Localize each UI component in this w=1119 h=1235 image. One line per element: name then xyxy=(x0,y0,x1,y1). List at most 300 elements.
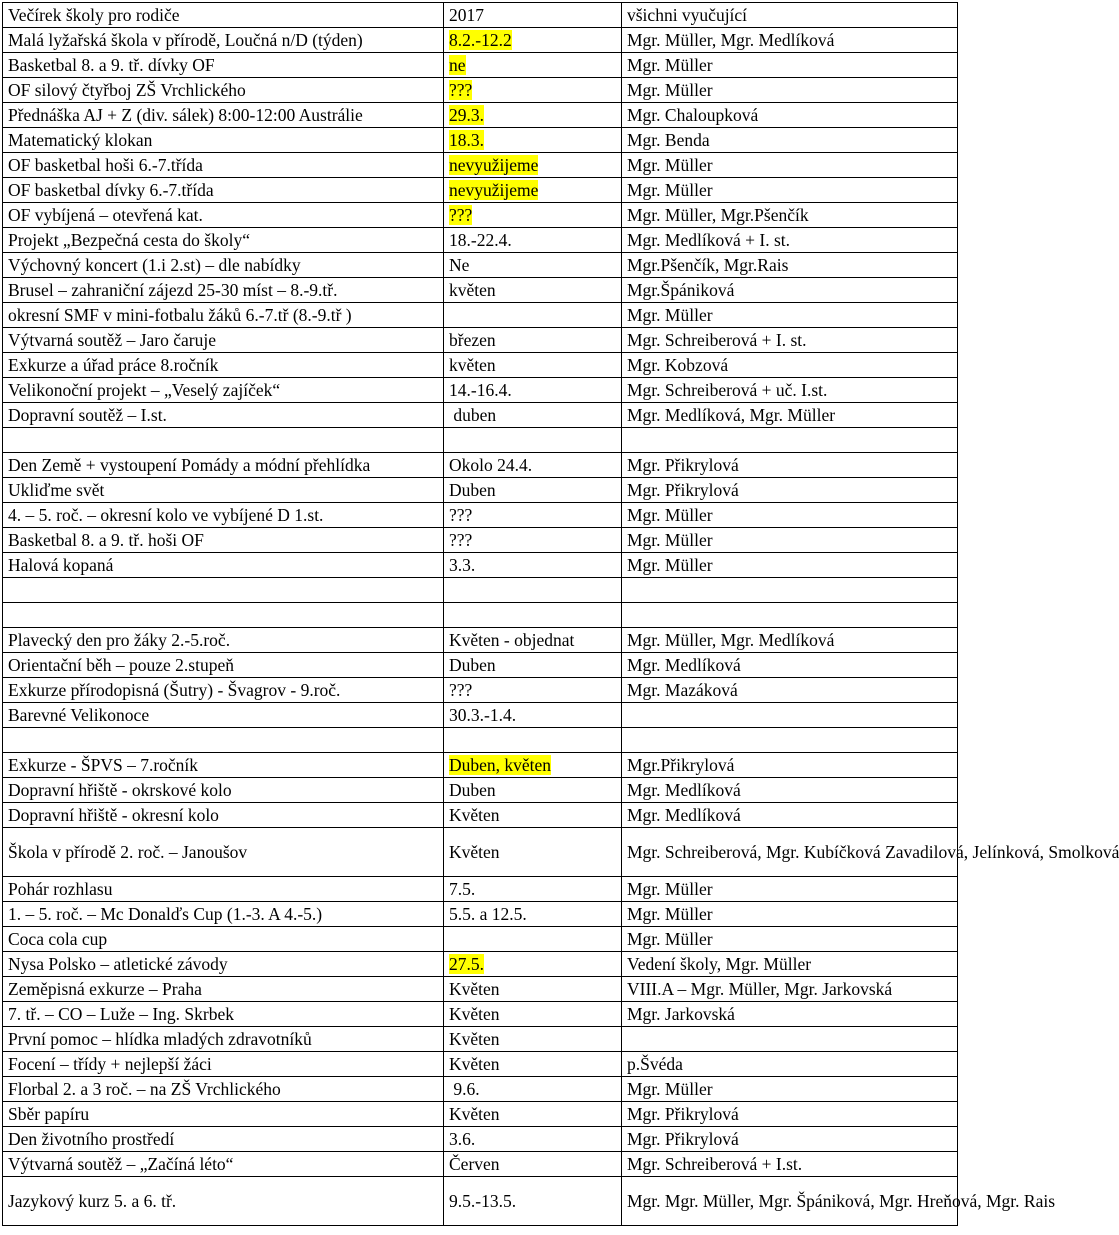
event-organizer-cell xyxy=(622,877,958,902)
event-organizer-cell xyxy=(622,728,958,753)
event-organizer: Mgr. Müller, Mgr.Pšenčík xyxy=(627,205,809,225)
table-row xyxy=(3,1177,958,1226)
event-date-cell xyxy=(444,103,622,128)
event-name: 7. tř. – CO – Luže – Ing. Skrbek xyxy=(8,1004,235,1024)
event-name-cell xyxy=(3,378,444,403)
table-row xyxy=(3,1052,958,1077)
event-name: OF silový čtyřboj ZŠ Vrchlického xyxy=(8,80,246,100)
event-organizer: Mgr.Špániková xyxy=(627,280,735,300)
event-organizer-cell xyxy=(622,1177,1056,1226)
event-organizer: Mgr. Müller xyxy=(627,180,713,200)
event-name-cell xyxy=(3,78,444,103)
event-organizer-cell xyxy=(622,528,958,553)
event-organizer: Mgr. Müller xyxy=(627,1079,713,1099)
event-name-cell xyxy=(3,628,444,653)
event-organizer-cell xyxy=(622,478,958,503)
event-date-cell xyxy=(444,53,622,78)
event-name: OF vybíjená – otevřená kat. xyxy=(8,205,203,225)
event-name-cell xyxy=(3,303,444,328)
event-name-cell xyxy=(3,653,444,678)
event-name-cell xyxy=(3,203,444,228)
table-row xyxy=(3,203,958,228)
event-organizer: Mgr. Müller, Mgr. Medlíková xyxy=(627,30,835,50)
table-row xyxy=(3,28,958,53)
event-organizer: Mgr. Müller xyxy=(627,305,713,325)
event-name: Velikonoční projekt – „Veselý zajíček“ xyxy=(8,380,281,400)
event-date: Duben, květen xyxy=(449,755,552,775)
table-row xyxy=(3,328,958,353)
event-name: Pohár rozhlasu xyxy=(8,879,113,899)
event-organizer-cell xyxy=(622,977,958,1002)
event-name: Večírek školy pro rodiče xyxy=(8,5,180,25)
event-date: Červen xyxy=(449,1154,500,1174)
event-date-cell xyxy=(444,178,622,203)
event-date-cell xyxy=(444,1152,622,1177)
table-row xyxy=(3,753,958,778)
event-organizer-cell xyxy=(622,803,958,828)
event-name: OF basketbal dívky 6.-7.třída xyxy=(8,180,214,200)
table-row xyxy=(3,53,958,78)
table-row xyxy=(3,403,958,428)
event-organizer-cell xyxy=(622,278,958,303)
event-name-cell xyxy=(3,103,444,128)
event-name-cell xyxy=(3,877,444,902)
event-date-cell xyxy=(444,778,622,803)
event-organizer: Mgr. Kobzová xyxy=(627,355,729,375)
event-organizer: Mgr. Chaloupková xyxy=(627,105,759,125)
event-organizer-cell xyxy=(622,228,958,253)
table-row xyxy=(3,628,958,653)
event-organizer-cell xyxy=(622,703,958,728)
event-organizer: Mgr. Medlíková xyxy=(627,805,741,825)
event-date: 14.-16.4. xyxy=(449,380,512,400)
event-date: Květen xyxy=(449,979,500,999)
event-name-cell xyxy=(3,328,444,353)
event-organizer: Vedení školy, Mgr. Müller xyxy=(627,954,812,974)
event-organizer-cell xyxy=(622,952,958,977)
event-organizer-cell xyxy=(622,753,958,778)
event-date-cell xyxy=(444,927,622,952)
event-organizer-cell xyxy=(622,1077,958,1102)
event-organizer: Mgr. Přikrylová xyxy=(627,480,739,500)
event-organizer: Mgr. Müller xyxy=(627,904,713,924)
document-page xyxy=(2,2,1119,1226)
event-date: 3.3. xyxy=(449,555,476,575)
event-organizer: Mgr. Müller xyxy=(627,530,713,550)
event-name: Výtvarná soutěž – Jaro čaruje xyxy=(8,330,216,350)
event-date: Květen - objednat xyxy=(449,630,575,650)
event-organizer-cell xyxy=(622,678,958,703)
event-date: Ne xyxy=(449,255,470,275)
event-date: duben xyxy=(449,405,497,425)
event-date: 7.5. xyxy=(449,879,476,899)
event-date: 9.5.-13.5. xyxy=(449,1191,517,1211)
table-row xyxy=(3,378,958,403)
event-date: 29.3. xyxy=(449,105,484,125)
event-date-cell xyxy=(444,952,622,977)
event-name-cell xyxy=(3,28,444,53)
event-date-cell xyxy=(444,653,622,678)
table-row xyxy=(3,353,958,378)
event-name-cell xyxy=(3,128,444,153)
table-row xyxy=(3,703,958,728)
event-name-cell xyxy=(3,178,444,203)
event-organizer: Mgr. Müller xyxy=(627,80,713,100)
event-name: Výchovný koncert (1.i 2.st) – dle nabídky xyxy=(8,255,301,275)
event-organizer-cell xyxy=(622,153,958,178)
event-name: 4. – 5. roč. – okresní kolo ve vybíjené D 1.st. xyxy=(8,505,324,525)
table-row xyxy=(3,728,958,753)
event-name-cell xyxy=(3,927,444,952)
table-row xyxy=(3,1027,958,1052)
event-name: Orientační běh – pouze 2.stupeň xyxy=(8,655,234,675)
table-row xyxy=(3,1102,958,1127)
table-row xyxy=(3,678,958,703)
table-row xyxy=(3,553,958,578)
event-name: Sběr papíru xyxy=(8,1104,90,1124)
event-name: Den Země + vystoupení Pomády a módní přehlídka xyxy=(8,455,371,475)
events-table-body xyxy=(3,3,1119,1226)
event-organizer: Mgr.Pšenčík, Mgr.Rais xyxy=(627,255,789,275)
event-name: Den životního prostředí xyxy=(8,1129,175,1149)
event-name-cell xyxy=(3,902,444,927)
table-row xyxy=(3,902,958,927)
event-name-cell xyxy=(3,278,444,303)
table-row xyxy=(3,3,958,28)
event-date-cell xyxy=(444,1077,622,1102)
event-name-cell xyxy=(3,228,444,253)
table-row xyxy=(3,952,958,977)
event-name-cell xyxy=(3,553,444,578)
event-date: ??? xyxy=(449,205,473,225)
event-date: Okolo 24.4. xyxy=(449,455,533,475)
event-organizer: Mgr. Medlíková, Mgr. Müller xyxy=(627,405,836,425)
event-name: První pomoc – hlídka mladých zdravotníků xyxy=(8,1029,312,1049)
event-name: Brusel – zahraniční zájezd 25-30 míst – 8.-9.tř. xyxy=(8,280,338,300)
event-date: březen xyxy=(449,330,496,350)
event-date: 8.2.-12.2 xyxy=(449,30,512,50)
events-table xyxy=(2,2,1119,1226)
event-name: Exkurze přírodopisná (Šutry) - Švagrov - 9.roč. xyxy=(8,680,341,700)
event-name: Halová kopaná xyxy=(8,555,114,575)
event-date-cell xyxy=(444,828,622,877)
table-row xyxy=(3,78,958,103)
event-organizer-cell xyxy=(622,378,958,403)
table-row xyxy=(3,778,958,803)
event-name-cell xyxy=(3,977,444,1002)
event-organizer: Mgr. Medlíková xyxy=(627,780,741,800)
table-row xyxy=(3,877,958,902)
event-name: Přednáška AJ + Z (div. sálek) 8:00-12:00 Austrálie xyxy=(8,105,363,125)
event-date-cell xyxy=(444,877,622,902)
event-organizer: Mgr. Přikrylová xyxy=(627,1104,739,1124)
event-organizer: Mgr. Schreiberová + I. st. xyxy=(627,330,807,350)
event-date-cell xyxy=(444,1027,622,1052)
event-date-cell xyxy=(444,503,622,528)
event-date-cell xyxy=(444,353,622,378)
event-name: Plavecký den pro žáky 2.-5.roč. xyxy=(8,630,231,650)
table-row xyxy=(3,803,958,828)
table-row xyxy=(3,278,958,303)
event-date-cell xyxy=(444,153,622,178)
event-date: Květen xyxy=(449,1029,500,1049)
event-date: 27.5. xyxy=(449,954,484,974)
event-organizer: Mgr. Schreiberová + I.st. xyxy=(627,1154,803,1174)
event-organizer-cell xyxy=(622,78,958,103)
event-name: Malá lyžařská škola v přírodě, Loučná n/D (týden) xyxy=(8,30,363,50)
event-name: Dopravní soutěž – I.st. xyxy=(8,405,167,425)
table-row xyxy=(3,128,958,153)
event-date-cell xyxy=(444,703,622,728)
event-name: OF basketbal hoši 6.-7.třída xyxy=(8,155,203,175)
event-name: Matematický klokan xyxy=(8,130,153,150)
event-date-cell xyxy=(444,78,622,103)
event-organizer-cell xyxy=(622,553,958,578)
event-date-cell xyxy=(444,528,622,553)
event-date-cell xyxy=(444,403,622,428)
event-date-cell xyxy=(444,378,622,403)
event-name-cell xyxy=(3,1102,444,1127)
event-name: Výtvarná soutěž – „Začíná léto“ xyxy=(8,1154,234,1174)
event-organizer: Mgr. Müller xyxy=(627,155,713,175)
table-row xyxy=(3,1152,958,1177)
event-name-cell xyxy=(3,3,444,28)
event-date-cell xyxy=(444,1102,622,1127)
event-organizer-cell xyxy=(622,453,958,478)
event-name-cell xyxy=(3,678,444,703)
event-date-cell xyxy=(444,628,622,653)
event-date: ??? xyxy=(449,680,473,700)
event-date-cell xyxy=(444,678,622,703)
event-name-cell xyxy=(3,1127,444,1152)
event-organizer: p.Švéda xyxy=(627,1054,683,1074)
event-name-cell xyxy=(3,1152,444,1177)
event-organizer-cell xyxy=(622,828,1119,877)
event-date: ??? xyxy=(449,530,473,550)
event-organizer: Mgr. Přikrylová xyxy=(627,455,739,475)
event-organizer: Mgr. Müller, Mgr. Medlíková xyxy=(627,630,835,650)
event-date: Květen xyxy=(449,1104,500,1124)
table-row xyxy=(3,153,958,178)
event-date: 2017 xyxy=(449,5,484,25)
event-organizer: Mgr. Schreiberová, Mgr. Kubíčková Zavadilová, Jelínková, Smolková xyxy=(627,842,1119,862)
event-organizer-cell xyxy=(622,628,958,653)
event-name-cell xyxy=(3,428,444,453)
event-date-cell xyxy=(444,803,622,828)
event-organizer: Mgr. Přikrylová xyxy=(627,1129,739,1149)
event-name-cell xyxy=(3,153,444,178)
event-date: 18.3. xyxy=(449,130,484,150)
event-date: ??? xyxy=(449,80,473,100)
event-organizer-cell xyxy=(622,178,958,203)
event-organizer-cell xyxy=(622,328,958,353)
event-name: Nysa Polsko – atletické závody xyxy=(8,954,228,974)
event-date-cell xyxy=(444,902,622,927)
table-row xyxy=(3,977,958,1002)
table-row xyxy=(3,428,958,453)
event-name-cell xyxy=(3,703,444,728)
event-name-cell xyxy=(3,453,444,478)
event-name: 1. – 5. roč. – Mc Donalďs Cup (1.-3. A 4.-5.) xyxy=(8,904,323,924)
table-row xyxy=(3,1077,958,1102)
event-organizer-cell xyxy=(622,1127,958,1152)
event-name: Jazykový kurz 5. a 6. tř. xyxy=(8,1191,177,1211)
event-name: Zeměpisná exkurze – Praha xyxy=(8,979,202,999)
table-row xyxy=(3,603,958,628)
event-date-cell xyxy=(444,1002,622,1027)
event-date: květen xyxy=(449,355,496,375)
event-name-cell xyxy=(3,1002,444,1027)
event-organizer-cell xyxy=(622,603,958,628)
event-organizer: Mgr. Müller xyxy=(627,505,713,525)
event-name-cell xyxy=(3,478,444,503)
event-date-cell xyxy=(444,203,622,228)
event-name: Exkurze - ŠPVS – 7.ročník xyxy=(8,755,199,775)
event-date-cell xyxy=(444,553,622,578)
event-name-cell xyxy=(3,952,444,977)
event-date: Květen xyxy=(449,842,500,862)
event-date-cell xyxy=(444,428,622,453)
event-name-cell xyxy=(3,353,444,378)
event-organizer: VIII.A – Mgr. Müller, Mgr. Jarkovská xyxy=(627,979,893,999)
table-row xyxy=(3,927,958,952)
event-date: 30.3.-1.4. xyxy=(449,705,517,725)
event-organizer-cell xyxy=(622,128,958,153)
event-name: Dopravní hřiště - okrskové kolo xyxy=(8,780,232,800)
event-name: Basketbal 8. a 9. tř. dívky OF xyxy=(8,55,215,75)
event-date-cell xyxy=(444,603,622,628)
event-name: Škola v přírodě 2. roč. – Janoušov xyxy=(8,842,248,862)
event-date-cell xyxy=(444,728,622,753)
table-row xyxy=(3,228,958,253)
event-organizer: Mgr.Přikrylová xyxy=(627,755,735,775)
event-name-cell xyxy=(3,1077,444,1102)
table-row xyxy=(3,1127,958,1152)
event-date-cell xyxy=(444,977,622,1002)
event-date-cell xyxy=(444,328,622,353)
table-row xyxy=(3,828,958,877)
event-date: 3.6. xyxy=(449,1129,476,1149)
event-date: 9.6. xyxy=(449,1079,480,1099)
event-organizer: Mgr. Medlíková + I. st. xyxy=(627,230,790,250)
event-name-cell xyxy=(3,578,444,603)
table-row xyxy=(3,528,958,553)
event-name-cell xyxy=(3,253,444,278)
event-name-cell xyxy=(3,778,444,803)
event-organizer-cell xyxy=(622,203,958,228)
event-date-cell xyxy=(444,128,622,153)
event-organizer: Mgr. Müller xyxy=(627,555,713,575)
event-date-cell xyxy=(444,1177,622,1226)
event-organizer: Mgr. Müller xyxy=(627,879,713,899)
event-name-cell xyxy=(3,1177,444,1226)
table-row xyxy=(3,478,958,503)
table-row xyxy=(3,653,958,678)
event-name: Focení – třídy + nejlepší žáci xyxy=(8,1054,212,1074)
event-organizer-cell xyxy=(622,303,958,328)
event-name-cell xyxy=(3,503,444,528)
event-name: Florbal 2. a 3 roč. – na ZŠ Vrchlického xyxy=(8,1079,281,1099)
event-date-cell xyxy=(444,3,622,28)
event-organizer-cell xyxy=(622,403,958,428)
event-date: ??? xyxy=(449,505,473,525)
event-name: Barevné Velikonoce xyxy=(8,705,150,725)
event-name-cell xyxy=(3,603,444,628)
event-organizer: Mgr. Schreiberová + uč. I.st. xyxy=(627,380,828,400)
event-organizer-cell xyxy=(622,1052,958,1077)
event-name-cell xyxy=(3,528,444,553)
event-organizer-cell xyxy=(622,103,958,128)
event-organizer-cell xyxy=(622,653,958,678)
event-date: ne xyxy=(449,55,466,75)
event-date-cell xyxy=(444,303,622,328)
event-date-cell xyxy=(444,1052,622,1077)
event-organizer: Mgr. Medlíková xyxy=(627,655,741,675)
event-date-cell xyxy=(444,578,622,603)
event-date-cell xyxy=(444,228,622,253)
event-date: Duben xyxy=(449,655,496,675)
table-row xyxy=(3,178,958,203)
event-name: Ukliďme svět xyxy=(8,480,105,500)
event-organizer: Mgr. Mgr. Müller, Mgr. Špániková, Mgr. Hreňová, Mgr. Rais xyxy=(627,1191,1056,1211)
event-organizer-cell xyxy=(622,1152,958,1177)
table-row xyxy=(3,503,958,528)
event-organizer-cell xyxy=(622,353,958,378)
event-organizer-cell xyxy=(622,253,958,278)
event-organizer: všichni vyučující xyxy=(627,5,748,25)
event-date: Duben xyxy=(449,480,496,500)
event-date: Květen xyxy=(449,805,500,825)
event-name-cell xyxy=(3,1027,444,1052)
event-organizer-cell xyxy=(622,3,958,28)
event-organizer: Mgr. Benda xyxy=(627,130,710,150)
event-organizer-cell xyxy=(622,578,958,603)
event-date: Květen xyxy=(449,1054,500,1074)
event-name-cell xyxy=(3,403,444,428)
event-date-cell xyxy=(444,1127,622,1152)
event-name-cell xyxy=(3,1052,444,1077)
table-row xyxy=(3,578,958,603)
event-date: nevyužijeme xyxy=(449,180,539,200)
event-name-cell xyxy=(3,53,444,78)
table-row xyxy=(3,303,958,328)
event-organizer: Mgr. Jarkovská xyxy=(627,1004,735,1024)
event-date: 18.-22.4. xyxy=(449,230,512,250)
event-date-cell xyxy=(444,253,622,278)
event-date-cell xyxy=(444,278,622,303)
event-date: nevyužijeme xyxy=(449,155,539,175)
event-name: Basketbal 8. a 9. tř. hoši OF xyxy=(8,530,204,550)
event-name: okresní SMF v mini-fotbalu žáků 6.-7.tř (8.-9.tř ) xyxy=(8,305,352,325)
table-row xyxy=(3,103,958,128)
event-name-cell xyxy=(3,728,444,753)
event-date: 5.5. a 12.5. xyxy=(449,904,527,924)
event-organizer-cell xyxy=(622,1102,958,1127)
event-organizer-cell xyxy=(622,778,958,803)
event-name-cell xyxy=(3,803,444,828)
table-row xyxy=(3,453,958,478)
event-organizer-cell xyxy=(622,28,958,53)
event-name-cell xyxy=(3,828,444,877)
event-name: Projekt „Bezpečná cesta do školy“ xyxy=(8,230,250,250)
event-date-cell xyxy=(444,753,622,778)
event-organizer-cell xyxy=(622,927,958,952)
event-organizer-cell xyxy=(622,1027,958,1052)
event-organizer-cell xyxy=(622,902,958,927)
event-date-cell xyxy=(444,28,622,53)
event-organizer: Mgr. Müller xyxy=(627,55,713,75)
event-date-cell xyxy=(444,453,622,478)
